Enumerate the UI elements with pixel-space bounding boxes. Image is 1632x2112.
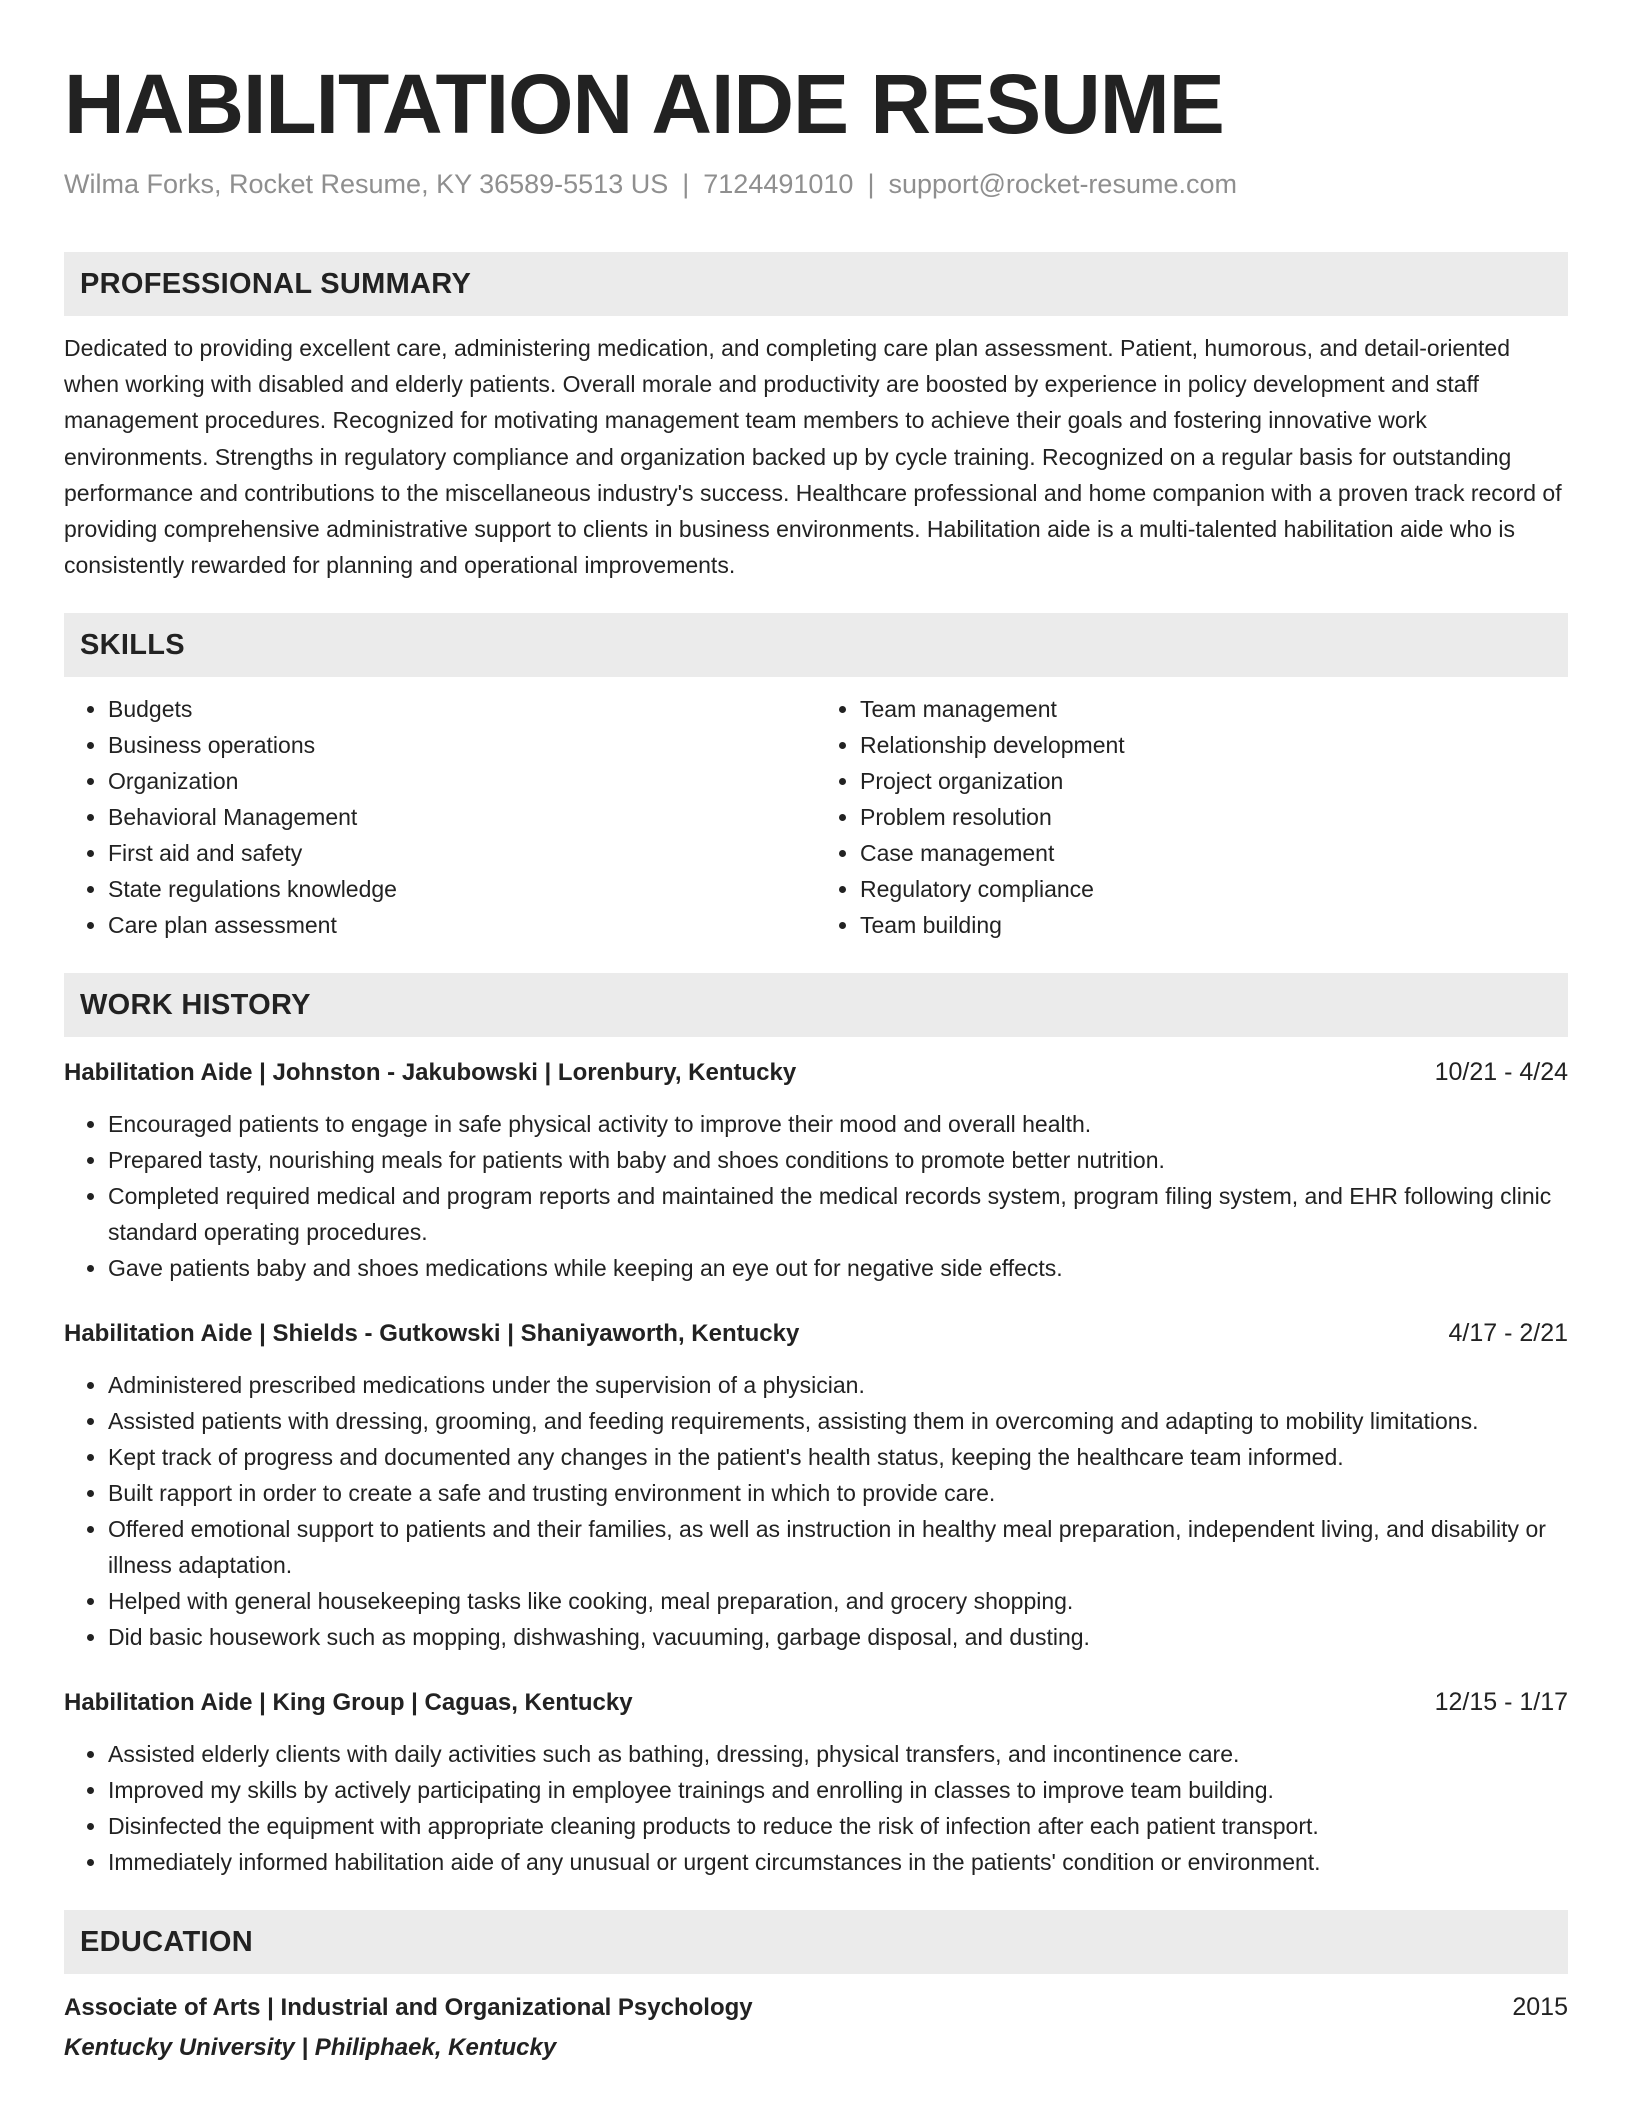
- job-bullet: • Built rapport in order to create a safe and trusting environment in which to provide care.: [108, 1475, 1568, 1511]
- skill-item: • Relationship development: [860, 727, 1568, 763]
- section-heading-work-history: WORK HISTORY: [64, 973, 1568, 1037]
- skill-item: • Team building: [860, 907, 1568, 943]
- contact-email: support@rocket-resume.com: [888, 169, 1237, 199]
- job-entry: [64, 1685, 1568, 1880]
- contact-address: Wilma Forks, Rocket Resume, KY 36589-5513 US: [64, 169, 669, 199]
- job-bullet: • Gave patients baby and shoes medications while keeping an eye out for negative side effects.: [108, 1250, 1568, 1286]
- job-bullets: [64, 1367, 1568, 1655]
- summary-text: Dedicated to providing excellent care, administering medication, and completing care plan assessment. Patient, humorous, and detail-oriented when working with disabled and elderly patients. Overall morale and productivity are boosted by experience in policy development and staff management procedures. Recognized for motivating management team members to achieve their goals and fostering innovative work environments. Strengths in regulatory compliance and organization backed up by cycle training. Recognized on a regular basis for outstanding performance and contributions to the miscellaneous industry's success. Healthcare professional and home companion with a proven track record of providing comprehensive administrative support to clients in business environments. Habilitation aide is a multi-talented habilitation aide who is consistently rewarded for planning and operational improvements.: [64, 335, 1562, 579]
- job-entry: [64, 1055, 1568, 1286]
- skills-columns: [64, 691, 1568, 943]
- job-bullet: • Encouraged patients to engage in safe physical activity to improve their mood and overall health.: [108, 1106, 1568, 1142]
- job-entry: [64, 1316, 1568, 1655]
- section-heading-skills: SKILLS: [64, 613, 1568, 677]
- job-title: Habilitation Aide | Shields - Gutkowski | Shaniyaworth, Kentucky: [64, 1320, 800, 1348]
- job-dates: 4/17 - 2/21: [1448, 1319, 1568, 1348]
- skills-list-left: [64, 691, 816, 943]
- job-bullets: [64, 1106, 1568, 1286]
- job-bullet: • Administered prescribed medications under the supervision of a physician.: [108, 1367, 1568, 1403]
- job-header: [64, 1685, 1568, 1720]
- skill-item: • Care plan assessment: [108, 907, 816, 943]
- section-heading-education: EDUCATION: [64, 1910, 1568, 1974]
- education-year: 2015: [1512, 1993, 1568, 2022]
- section-heading-summary: PROFESSIONAL SUMMARY: [64, 252, 1568, 316]
- job-bullet: • Immediately informed habilitation aide of any unusual or urgent circumstances in the patients' condition or environment.: [108, 1844, 1568, 1880]
- skill-item: • State regulations knowledge: [108, 871, 816, 907]
- job-bullet: • Assisted elderly clients with daily activities such as bathing, dressing, physical transfers, and incontinence care.: [108, 1736, 1568, 1772]
- job-bullet: • Disinfected the equipment with appropriate cleaning products to reduce the risk of infection after each patient transport.: [108, 1808, 1568, 1844]
- job-bullet: • Improved my skills by actively participating in employee trainings and enrolling in classes to improve team building.: [108, 1772, 1568, 1808]
- skill-item: • Team management: [860, 691, 1568, 727]
- education-header: [64, 1990, 1568, 2025]
- contact-phone: 7124491010: [703, 169, 854, 199]
- job-bullets: [64, 1736, 1568, 1880]
- job-bullet: • Completed required medical and program reports and maintained the medical records system, program filing system, and EHR following clinic standard operating procedures.: [108, 1178, 1568, 1250]
- job-header: [64, 1316, 1568, 1351]
- contact-separator: |: [682, 169, 690, 199]
- job-dates: 12/15 - 1/17: [1434, 1688, 1568, 1717]
- job-bullet: • Offered emotional support to patients and their families, as well as instruction in healthy meal preparation, independent living, and disability or illness adaptation.: [108, 1511, 1568, 1583]
- job-bullet: • Did basic housework such as mopping, dishwashing, vacuuming, garbage disposal, and dusting.: [108, 1619, 1568, 1655]
- skill-item: • Business operations: [108, 727, 816, 763]
- job-bullet: • Prepared tasty, nourishing meals for patients with baby and shoes conditions to promote better nutrition.: [108, 1142, 1568, 1178]
- job-bullet: • Kept track of progress and documented any changes in the patient's health status, keeping the healthcare team informed.: [108, 1439, 1568, 1475]
- skill-item: • First aid and safety: [108, 835, 816, 871]
- skills-list-right: [816, 691, 1568, 943]
- skill-item: • Behavioral Management: [108, 799, 816, 835]
- job-bullet: • Helped with general housekeeping tasks like cooking, meal preparation, and grocery shopping.: [108, 1583, 1568, 1619]
- job-title: Habilitation Aide | Johnston - Jakubowski | Lorenbury, Kentucky: [64, 1059, 797, 1087]
- skill-item: • Case management: [860, 835, 1568, 871]
- job-header: [64, 1055, 1568, 1090]
- contact-separator: |: [867, 169, 875, 199]
- skill-item: • Project organization: [860, 763, 1568, 799]
- skill-item: • Organization: [108, 763, 816, 799]
- skill-item: • Budgets: [108, 691, 816, 727]
- education-school: Kentucky University | Philiphaek, Kentucky: [64, 2034, 557, 2062]
- skill-item: • Problem resolution: [860, 799, 1568, 835]
- resume-title: HABILITATION AIDE RESUME: [64, 57, 1224, 151]
- skill-item: • Regulatory compliance: [860, 871, 1568, 907]
- job-title: Habilitation Aide | King Group | Caguas, Kentucky: [64, 1689, 633, 1717]
- contact-line: [64, 166, 1568, 202]
- job-dates: 10/21 - 4/24: [1434, 1058, 1568, 1087]
- education-entry: [64, 1990, 1568, 2065]
- resume-content: [64, 56, 1568, 2065]
- education-degree: Associate of Arts | Industrial and Organizational Psychology: [64, 1994, 753, 2022]
- job-bullet: • Assisted patients with dressing, grooming, and feeding requirements, assisting them in overcoming and adapting to mobility limitations.: [108, 1403, 1568, 1439]
